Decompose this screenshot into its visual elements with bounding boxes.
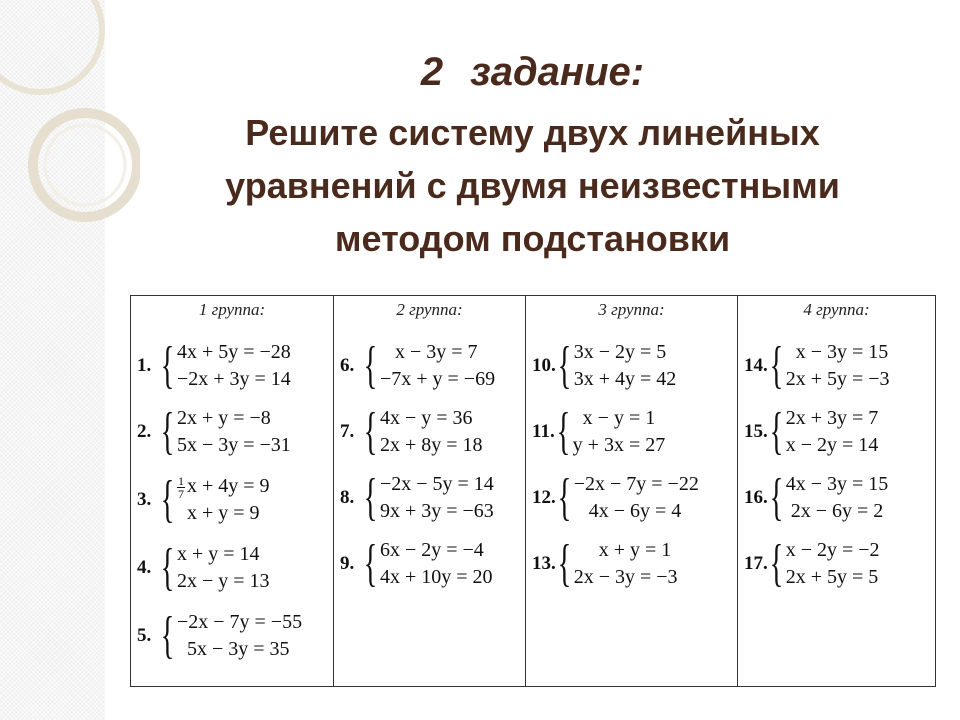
system-brace: { — [160, 471, 175, 528]
task-heading: 2 задание: — [420, 50, 645, 94]
problem — [137, 336, 291, 396]
system-brace: { — [160, 403, 175, 460]
system-brace: { — [769, 403, 784, 460]
equation: y + 3x = 27 — [572, 434, 666, 456]
equation: −7x + y = −69 — [379, 368, 496, 390]
equation: −2x − 7y = −55 — [176, 611, 303, 633]
instruction-line-3: методом подстановки — [334, 218, 731, 259]
equation: 4x − y = 36 — [379, 407, 473, 429]
problem — [744, 336, 890, 396]
equation: x + 4y = 9 — [186, 475, 270, 497]
group-header: 2 группа: — [396, 300, 463, 319]
problem-number: 6. — [340, 355, 355, 376]
problem — [137, 538, 270, 598]
problem-number: 1. — [137, 355, 152, 376]
group-header: 4 группа: — [803, 300, 870, 319]
problem-number: 10. — [532, 355, 556, 376]
system-brace: { — [769, 337, 784, 394]
system-brace: { — [557, 535, 572, 592]
instruction-line-2: уравнений с двумя неизвестными — [225, 165, 840, 206]
system-brace: { — [363, 535, 378, 592]
equation: 5x − 3y = 35 — [176, 638, 290, 660]
system-brace: { — [363, 403, 378, 460]
equation: 2x − 3y = −3 — [573, 566, 678, 588]
equation: 4x + 5y = −28 — [176, 341, 291, 363]
equation: 3x + 4y = 42 — [573, 368, 677, 390]
problem-number: 9. — [340, 553, 355, 574]
system-brace: { — [160, 539, 175, 596]
equation: x + y = 1 — [573, 539, 672, 561]
problem-number: 17. — [744, 553, 768, 574]
problem-number: 16. — [744, 487, 768, 508]
equation: x − 3y = 15 — [785, 341, 889, 363]
problem — [532, 468, 699, 528]
equation: x − 2y = −2 — [785, 539, 880, 561]
equation: 2x + 8y = 18 — [379, 434, 483, 456]
equation: 3x − 2y = 5 — [573, 341, 667, 363]
equation: 4x + 10y = 20 — [379, 566, 493, 588]
group-column-1 — [131, 296, 334, 686]
system-brace: { — [769, 469, 784, 526]
system-brace: { — [557, 469, 572, 526]
problem-number: 2. — [137, 421, 152, 442]
problem — [532, 402, 665, 462]
system-brace: { — [556, 403, 571, 460]
problem — [340, 534, 493, 594]
problem-number: 4. — [137, 557, 152, 578]
system-brace: { — [363, 337, 378, 394]
system-brace: { — [769, 535, 784, 592]
equation: 4x − 6y = 4 — [573, 500, 682, 522]
equations-table — [130, 295, 936, 687]
fraction: $\frac{1}{7}$ — [177, 473, 184, 501]
problem — [744, 468, 888, 528]
problem-number: 3. — [137, 489, 152, 510]
equation: 2x − y = 13 — [176, 570, 270, 592]
equation: −2x − 5y = 14 — [379, 473, 494, 495]
problem-number: 12. — [532, 487, 556, 508]
problem — [340, 336, 495, 396]
group-column-4 — [738, 296, 935, 686]
problem-number: 15. — [744, 421, 768, 442]
system-brace: { — [160, 337, 175, 394]
problem — [137, 606, 302, 666]
problem — [340, 402, 483, 462]
equation: x − 3y = 7 — [379, 341, 478, 363]
system-brace: { — [363, 469, 378, 526]
problem-number: 7. — [340, 421, 355, 442]
equation: x − 2y = 14 — [785, 434, 879, 456]
equation: 2x + 5y = 5 — [785, 566, 879, 588]
equation: 4x − 3y = 15 — [785, 473, 889, 495]
problem — [137, 402, 291, 462]
problem-number: 13. — [532, 553, 556, 574]
group-column-2 — [334, 296, 526, 686]
instruction-line-1: Решите систему двух линейных — [245, 112, 820, 153]
equation: 9x + 3y = −63 — [379, 500, 494, 522]
problem — [744, 534, 880, 594]
system-brace: { — [557, 337, 572, 394]
problem — [532, 534, 678, 594]
system-brace: { — [160, 607, 175, 664]
problem-number: 8. — [340, 487, 355, 508]
equation: 5x − 3y = −31 — [176, 434, 291, 456]
problem — [532, 336, 676, 396]
group-header: 3 группа: — [598, 300, 665, 319]
equation: x − y = 1 — [572, 407, 656, 429]
equation: 2x − 6y = 2 — [785, 500, 884, 522]
group-column-3 — [526, 296, 738, 686]
equation: 2x + 5y = −3 — [785, 368, 890, 390]
equation: x + y = 14 — [176, 543, 260, 565]
equation: 2x + y = −8 — [176, 407, 271, 429]
problem-number: 5. — [137, 625, 152, 646]
equation: x + y = 9 — [176, 502, 260, 524]
problem-number: 11. — [532, 421, 555, 442]
equation: −2x + 3y = 14 — [176, 368, 291, 390]
equation: 6x − 2y = −4 — [379, 539, 484, 561]
equation: 2x + 3y = 7 — [785, 407, 879, 429]
problem — [744, 402, 878, 462]
equation: −2x − 7y = −22 — [573, 473, 699, 495]
problem — [340, 468, 494, 528]
problem-number: 14. — [744, 355, 768, 376]
group-header: 1 группа: — [198, 300, 266, 319]
problem — [137, 470, 270, 530]
